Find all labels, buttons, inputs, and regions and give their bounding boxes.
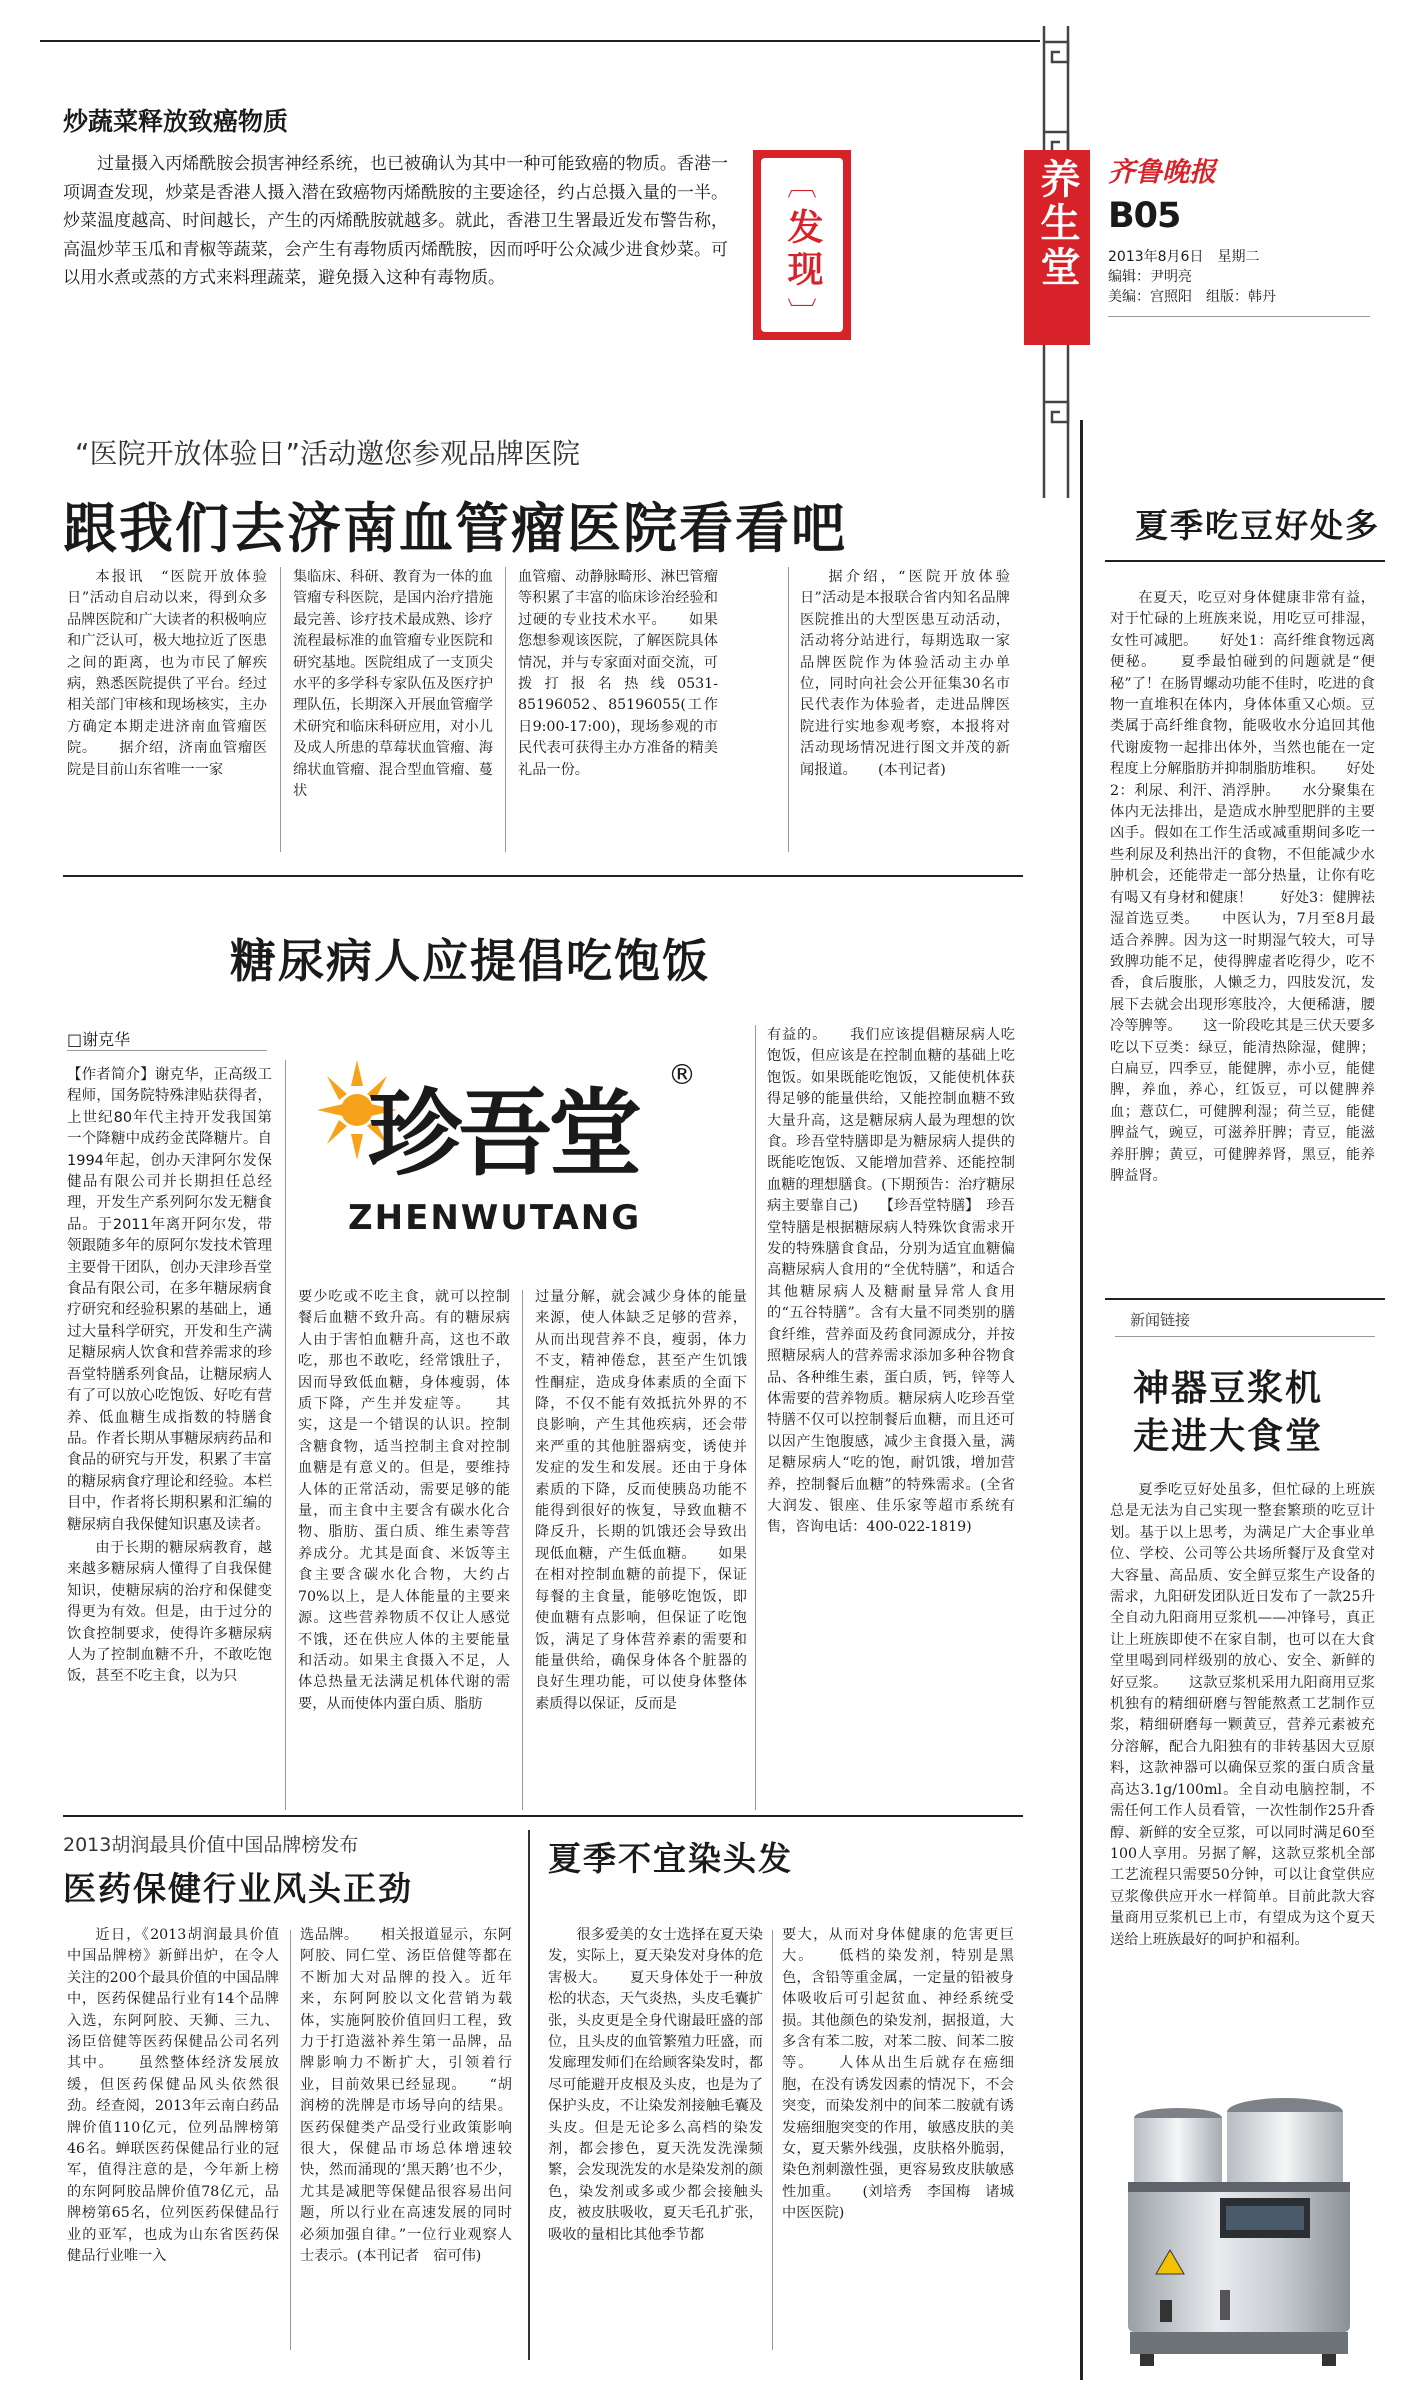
a7-tag-rule xyxy=(1115,1336,1375,1337)
art-credit: 美编：宫照阳 组版：韩丹 xyxy=(1108,289,1276,305)
a2-kicker: “医院开放体验日”活动邀您参观品牌医院 xyxy=(75,437,581,470)
logo-registered: ® xyxy=(668,1058,696,1091)
a5-col-2: 要大，从而对身体健康的危害更巨大。 低档的染发剂，特别是黑色，含铅等重金属，一定量的铅被身体吸收后可引起贫血、神经系统受损。其他颜色的染发剂，据报道，大多含有苯二胺，对苯二胺、间苯二胺等。 人体从出生后就存在癌细胞，在没有诱发因素的情况下，不会突变，而染发剂中的间苯二胺就有诱发癌细胞突变的作用，敏感皮肤的美女，夏天紫外线强，皮肤格外脆弱，染色剂刺激性强，更容易致皮肤敏感性加重。 (刘培秀 李国梅 诸城中医医院) xyxy=(782,1927,1014,2222)
a4-title: 医药保健行业风头正劲 xyxy=(63,1869,413,1908)
a2-title: 跟我们去济南血管瘤医院看看吧 xyxy=(63,497,847,560)
a7-body: 夏季吃豆好处虽多，但忙碌的上班族总是无法为自己实现一整套繁琐的吃豆计划。基于以上思考，为满足广大企事业单位、学校、公司等公共场所餐厅及食堂对大容量、高品质、安全鲜豆浆生产设备的需求，九阳研发团队近日发布了一款25升全自动九阳商用豆浆机——冲锋号，真正让上班族即使不在家自制，也可以在大食堂里喝到同样级别的放心、安全、新鲜的好豆浆。 这款豆浆机采用九阳商用豆浆机独有的精细研磨与智能熬煮工艺制作豆浆，精细研磨每一颗黄豆，营养元素被充分溶解，配合九阳独有的非转基因大豆原料，这款神器可以确保豆浆的蛋白质含量高达3.1g/100ml。全自动电脑控制，不需任何工作人员看管，一次性制作25升香醇、新鲜的安全豆浆，可以同时满足60至100人享用。另据了解，这款豆浆机全部工艺流程只需要50分钟，可以让食堂供应豆浆像供应开水一样简单。目前此款大容量商用豆浆机已上市，有望成为这个夏天送给上班族最好的呵护和福利。 xyxy=(1110,1482,1375,1948)
faxian-bracket-bottom: ︺ xyxy=(787,297,817,332)
faxian-bracket-top: ︹ xyxy=(787,168,817,203)
a5-divider xyxy=(772,1930,773,2350)
a3-bio: 【作者简介】谢克华，正高级工程师，国务院特殊津贴获得者，上世纪80年代主持开发我国第一个降糖中成药金芪降糖片。自1994年起，创办天津阿尔发保健品有限公司并长期担任总经理，开发生产系列阿尔发无糖食品。于2011年离开阿尔发，带领跟随多年的原阿尔发技术管理主要骨干团队，创办天津珍吾堂食品有限公司，在多年糖尿病食疗研究和经验积累的基础上，通过大量科学研究，开发和生产满足糖尿病人饮食和营养需求的珍吾堂特膳系列食品，让糖尿病人有了可以放心吃饱饭、好吃有营养、低血糖生成指数的特膳食品。作者长期从事糖尿病药品和食品的研究与开发，积累了丰富的糖尿病食疗理论和经验。本栏目中，作者将长期积累和汇编的糖尿病自我保健知识惠及读者。 xyxy=(67,1067,272,1533)
a3-divider-2 xyxy=(522,1290,523,1810)
issue-date: 2013年8月6日 星期二 xyxy=(1108,249,1260,265)
page-number: B05 xyxy=(1108,196,1181,236)
a7-tag: 新闻链接 xyxy=(1130,1311,1191,1329)
editor-credit: 编辑：尹明亮 xyxy=(1108,269,1192,285)
a2-col-4: 据介绍，“医院开放体验日”活动是本报联合省内知名品牌医院推出的大型医患互动活动，活动将分站进行，每期选取一家品牌医院作为体验活动主办单位，同时向社会公开征集30名市民代表作为体验者，走进品牌医院进行实地参观考察，本报将对活动现场情况进行图文并茂的新闻报道。 (本刊记者) xyxy=(800,569,1010,778)
a4-col-2: 选品牌。 相关报道显示，东阿阿胶、同仁堂、汤臣倍健等都在不断加大对品牌的投入。近年来，东阿阿胶以文化营销为载体，实施阿胶价值回归工程，致力于打造滋补养生第一品牌，品牌影响力不断扩大，引领着行业，目前效果已经显现。 “胡润榜的洗牌是市场导向的结果。医药保健类产品受行业政策影响很大，保健品市场总体增速较快，然而涌现的‘黑天鹅’也不少，尤其是减肥等保健品很容易出问题，所以行业在高速发展的同时必须加强自律。”一位行业观察人士表示。(本刊记者 宿可伟) xyxy=(300,1927,512,2265)
a3-divider-3 xyxy=(755,1025,756,1810)
a3-author-rule xyxy=(67,1050,267,1051)
a2-col-3: 血管瘤、动静脉畸形、淋巴管瘤等积累了丰富的临床诊治经验和过硬的专业技术水平。 如果您想参观该医院，了解医院具体情况，并与专家面对面交流，可拨打报名热线0531-85196052、85196055(工作日9:00-17:00)，现场参观的市民代表可获得主办方准备的精美礼品一份。 xyxy=(518,569,718,778)
a3-col-2: 要少吃或不吃主食，就可以控制餐后血糖不致升高。有的糖尿病人由于害怕血糖升高，这也不敢吃，那也不敢吃，经常饿肚子，因而导致低血糖，身体瘦弱，体质下降，产生并发症等。 其实，这是一个错误的认识。控制含糖食物，适当控制主食对控制血糖是有意义的。但是，要维持人体的正常活动，需要足够的能量，而主食中主要含有碳水化合物、脂肪、蛋白质、维生素等营养成分。尤其是面食、米饭等主食主要含碳水化合物，大约占70%以上，是人体能量的主要来源。这些营养物质不仅让人感觉不饿，还在供应人体的主要能量和活动。如果主食摄入不足，人体总热量无法满足机体代谢的需要，从而使体内蛋白质、脂肪 xyxy=(298,1289,510,1712)
a4-a5-divider xyxy=(528,1830,530,2360)
a3-col-4: 有益的。 我们应该提倡糖尿病人吃饱饭，但应该是在控制血糖的基础上吃饱饭。如果既能吃饱饭，又能使机体获得足够的能量供给，又能控制血糖不致大量升高，这是糖尿病人最为理想的饮食。珍吾堂特膳即是为糖尿病人提供的既能吃饱饭、又能增加营养、还能控制血糖的理想膳食。(下期预告：治疗糖尿病主要靠自己) 【珍吾堂特膳】 珍吾堂特膳是根据糖尿病人特殊饮食需求开发的特殊膳食食品，分别为适宜血糖偏高糖尿病人食用的“全优特膳”，和适合其他糖尿病人及糖耐量异常人食用的“五谷特膳”。含有大量不同类别的膳食纤维，营养面及药食同源成分，并按照糖尿病人的营养需求添加多种谷物食品、各种维生素，蛋白质，钙，锌等人体需要的营养物质。糖尿病人吃珍吾堂特膳不仅可以控制餐后血糖，而且还可以因产生饱腹感，减少主食摄入量，满足糖尿病人“吃的饱，耐饥饿，增加营养，控制餐后血糖”的特殊需求。(全省大润发、银座、佳乐家等超市系统有售，咨询电话：400-022-1819) xyxy=(767,1027,1015,1536)
a3-divider-1 xyxy=(285,1060,286,1810)
faxian-text: 发现 xyxy=(782,208,823,292)
a5-col-1: 很多爱美的女士选择在夏天染发，实际上，夏天染发对身体的危害极大。 夏天身体处于一种放松的状态，天气炎热，头皮毛囊扩张，头皮更是全身代谢最旺盛的部位，且头皮的血管繁殖力旺盛，而发廊理发师们在给顾客染发时，都尽可能避开皮根及头皮，也是为了保护头皮，不让染发剂接触毛囊及头皮。但是无论多么高档的染发剂，都会掺色，夏天洗发洗澡频繁，会发现洗发的水是染发剂的颜色，染发剂或多或少都会接触头皮，被皮肤吸收，夏天毛孔扩张，吸收的量相比其他季节都 xyxy=(548,1927,763,2243)
a7-title-line-1: 神器豆浆机 xyxy=(1133,1368,1324,1409)
a6-title-rule xyxy=(1105,560,1385,562)
top-rule xyxy=(40,40,1040,42)
right-column-divider xyxy=(1080,420,1083,2380)
soymilk-machine-image xyxy=(1100,2090,1390,2375)
a3-author: □谢克华 xyxy=(67,1030,131,1049)
a3-col-3: 过量分解，就会减少身体的能量来源，使人体缺乏足够的营养，从而出现营养不良，瘦弱，体力不支，精神倦怠，甚至产生饥饿性酮症，造成身体素质的全面下降，不仅不能有效抵抗外界的不良影响，产生其他疾病，还会带来严重的其他脏器病变，诱使并发症的发生和发展。还由于身体素质的下降，反而使胰岛功能不能得到很好的恢复，导致血糖不降反升，长期的饥饿还会导致出现低血糖，产生低血糖。 如果在相对控制血糖的前提下，保证每餐的主食量，能够吃饱饭，即使血糖有点影响，但保证了吃饱饭，满足了身体营养素的需要和能量供给，确保身体各个脏器的良好生理功能，可以使身体整体素质得以保证，反而是 xyxy=(535,1289,747,1712)
a6-title: 夏季吃豆好处多 xyxy=(1135,506,1380,545)
a2-col-1: 本报讯 “医院开放体验日”活动自启动以来，得到众多品牌医院和广大读者的积极响应和广泛认可，极大地拉近了医患之间的距离，也为市民了解疾病，熟悉医院提供了平台。经过相关部门审核和现场核实，主办方确定本期走进济南血管瘤医院。 据介绍，济南血管瘤医院是目前山东省唯一一家 xyxy=(67,569,267,778)
a2-bottom-rule xyxy=(63,875,1023,877)
a2-divider-1 xyxy=(280,567,281,852)
a7-title-line-2: 走进大食堂 xyxy=(1133,1416,1324,1457)
a4-kicker: 2013胡润最具价值中国品牌榜发布 xyxy=(63,1834,359,1856)
logo-chinese: 珍吾堂 xyxy=(368,1080,639,1189)
a2-col-2: 集临床、科研、教育为一体的血管瘤专科医院，是国内治疗措施最完善、诊疗技术最成熟、诊疗流程最标准的血管瘤专业医院和研究基地。医院组成了一支顶尖水平的多学科专家队伍及医疗护理队伍，长期深入开展血管瘤学术研究和临床科研应用，对小儿及成人所患的草莓状血管瘤、海绵状血管瘤、混合型血管瘤、蔓状 xyxy=(293,569,493,800)
a1-title: 炒蔬菜释放致癌物质 xyxy=(63,107,289,136)
a2-divider-3 xyxy=(788,567,789,852)
a6-bottom-rule xyxy=(1105,1298,1385,1300)
a5-title: 夏季不宜染头发 xyxy=(548,1839,793,1878)
zhenwutang-logo xyxy=(310,1050,740,1280)
brand-logo: 齐鲁晚报 xyxy=(1108,157,1216,188)
a6-body: 在夏天，吃豆对身体健康非常有益，对于忙碌的上班族来说，用吃豆可排湿，女性可减肥。 好处1：高纤维食物远离便秘。 夏季最怕碰到的问题就是“便秘”了！在肠胃螺动功能不佳时，吃进的食物一直堆积在体内，身体体重又心烦。豆类属于高纤维食物，能吸收水分追回其他代谢废物一起排出体外，当然也能在一定程度上分解脂肪并抑制脂肪堆积。 好处2：利尿、利汗、消浮肿。 水分聚集在体内无法排出，是造成水肿型肥胖的主要凶手。假如在工作生活或减重期间多吃一些利尿及利热出汗的食物，不但能减少水肿机会，还能带走一部分热量，让你有吃有喝又有身材和健康！ 好处3：健脾祛湿首选豆类。 中医认为，7月至8月最适合养脾。因为这一时期湿气较大，可导致脾功能不足，使得脾虚者吃得少，吃不香，食后腹胀，人懒乏力，四肢发沉，发展下去就会出现形寒肢冷，大便稀溏，腰冷等脾等。 这一阶段吃其是三伏天要多吃以下豆类：绿豆，能清热除湿，健脾；白扁豆，四季豆，能健脾，赤小豆，能健脾，养血，养心，红饭豆，可以健脾养血；薏苡仁，可健脾利湿；荷兰豆，能健脾益气，豌豆，可滋养肝脾；青豆，能滋养肝脾；黄豆，可健脾养肾，黑豆，能养脾益肾。 xyxy=(1110,590,1375,1184)
masthead-rule xyxy=(1108,316,1370,317)
a3-col-1b: 由于长期的糖尿病教育，越来越多糖尿病人懂得了自我保健知识，使糖尿病的治疗和保健变得更为有效。但是，由于过分的饮食控制要求，使得许多糖尿病人为了控制血糖不升，不敢吃饱饭，甚至不吃主食，以为只 xyxy=(67,1540,272,1685)
a4-col-1: 近日，《2013胡润最具价值中国品牌榜》新鲜出炉，在令人关注的200个最具价值的中国品牌中，医药保健品行业有14个品牌入选，东阿阿胶、天狮、三九、汤臣倍健等医药保健品公司名列其中。 虽然整体经济发展放缓，但医药保健品风头依然很劲。经查阅，2013年云南白药品牌价值110亿元，位列品牌榜第46名。蝉联医药保健品行业的冠军，值得注意的是，今年新上榜的东阿阿胶品牌价值78亿元，品牌榜第65名，位列医药保健品行业的亚军，也成为山东省医药保健品行业唯一入 xyxy=(67,1927,279,2265)
logo-english: ZHENWUTANG xyxy=(348,1198,642,1238)
faxian-badge xyxy=(753,150,851,340)
a2-divider-2 xyxy=(505,567,506,852)
a1-body: 过量摄入丙烯酰胺会损害神经系统，也已被确认为其中一种可能致癌的物质。香港一项调查发现，炒菜是香港人摄入潜在致癌物丙烯酰胺的主要途径，约占总摄入量的一半。炒菜温度越高、时间越长，产生的丙烯酰胺就越多。就此，香港卫生署最近发布警告称，高温炒苹玉瓜和青椒等蔬菜，会产生有毒物质丙烯酰胺，因而呼吁公众减少进食炒菜。可以用水煮或蒸的方式来料理蔬菜，避免摄入这种有毒物质。 xyxy=(63,154,728,288)
a3-bottom-rule xyxy=(63,1815,1023,1817)
section-title: 养生堂 xyxy=(1034,158,1080,290)
a4-divider xyxy=(290,1930,291,2350)
a3-title: 糖尿病人应提倡吃饱饭 xyxy=(230,934,710,988)
